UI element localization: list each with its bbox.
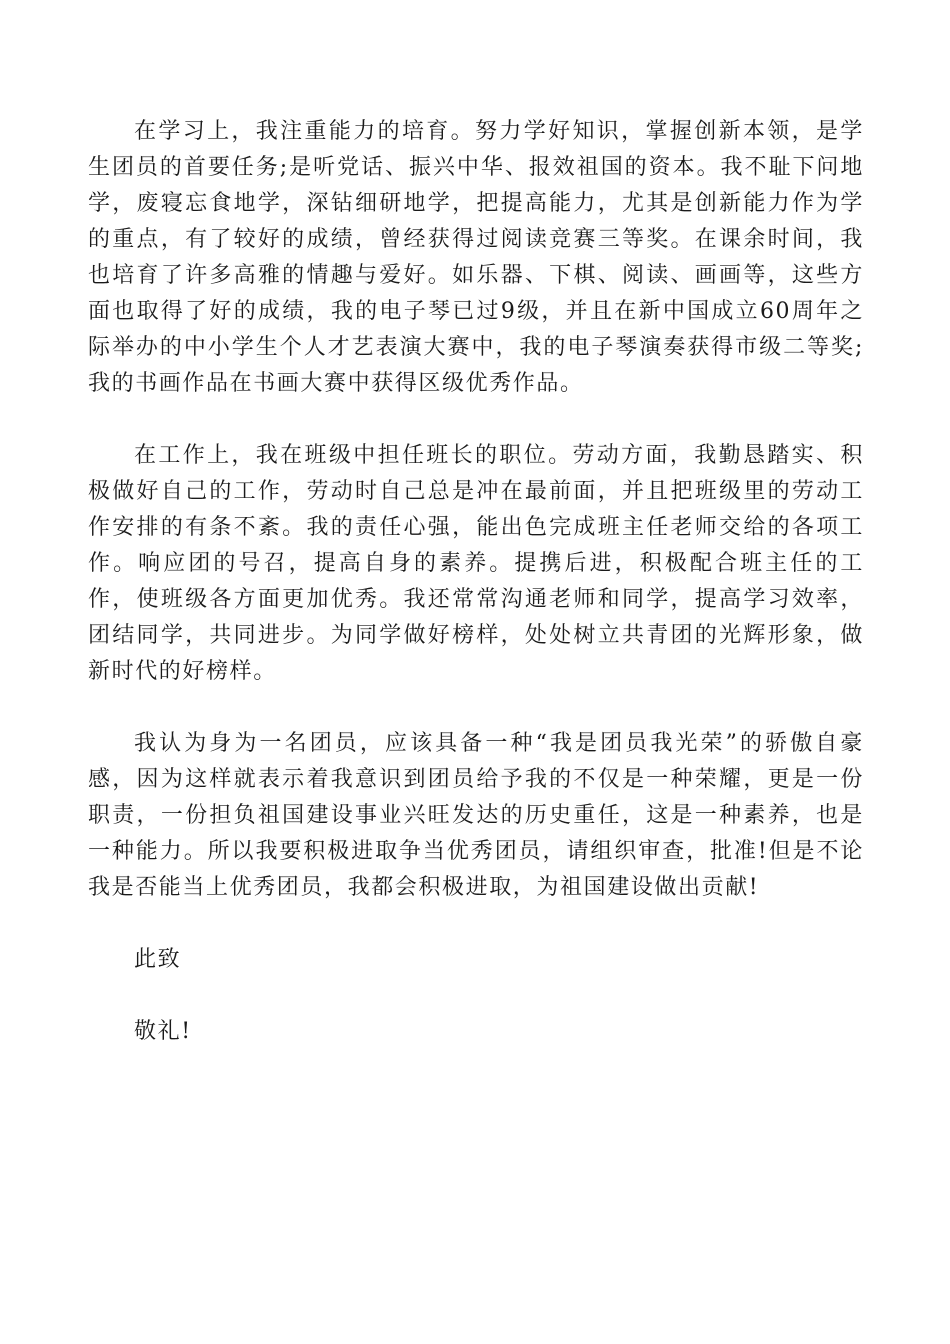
- paragraph-study: 在学习上，我注重能力的培育。努力学好知识，掌握创新本领，是学生团员的首要任务;是听党话、振兴中华、报效祖国的资本。我不耻下问地学，废寝忘食地学，深钻细研地学，把提高能力，尤其是创新能力作为学的重点，有了较好的成绩，曾经获得过阅读竞赛三等奖。在课余时间，我也培育了许多高雅的情趣与爱好。如乐器、下棋、阅读、画画等，这些方面也取得了好的成绩，我的电子琴已过9级，并且在新中国成立60周年之际举办的中小学生个人才艺表演大赛中，我的电子琴演奏获得市级二等奖;我的书画作品在书画大赛中获得区级优秀作品。: [88, 119, 864, 396]
- paragraph-gap: [88, 402, 864, 438]
- paragraph-gap: [88, 978, 864, 1014]
- paragraph-gap: [88, 690, 864, 726]
- paragraph-conclusion: 我认为身为一名团员，应该具备一种“我是团员我光荣”的骄傲自豪感，因为这样就表示着我意识到团员给予我的不仅是一种荣耀，更是一份职责，一份担负祖国建设事业兴旺发达的历史重任，这是一种素养，也是一种能力。所以我要积极进取争当优秀团员，请组织审查，批准!但是不论我是否能当上优秀团员，我都会积极进取，为祖国建设做出贡献!: [88, 731, 864, 900]
- closing-regards: 敬礼!: [134, 1019, 192, 1044]
- paragraph-work: 在工作上，我在班级中担任班长的职位。劳动方面，我勤恳踏实、积极做好自己的工作，劳动时自己总是冲在最前面，并且把班级里的劳动工作安排的有条不紊。我的责任心强，能出色完成班主任老师交给的各项工作。响应团的号召，提高自身的素养。提携后进，积极配合班主任的工作，使班级各方面更加优秀。我还常常沟通老师和同学，提高学习效率，团结同学，共同进步。为同学做好榜样，处处树立共青团的光辉形象，做新时代的好榜样。: [88, 443, 864, 684]
- paragraph-gap: [88, 906, 864, 942]
- document-body: [88, 114, 864, 1050]
- closing-salutation: 此致: [134, 947, 182, 972]
